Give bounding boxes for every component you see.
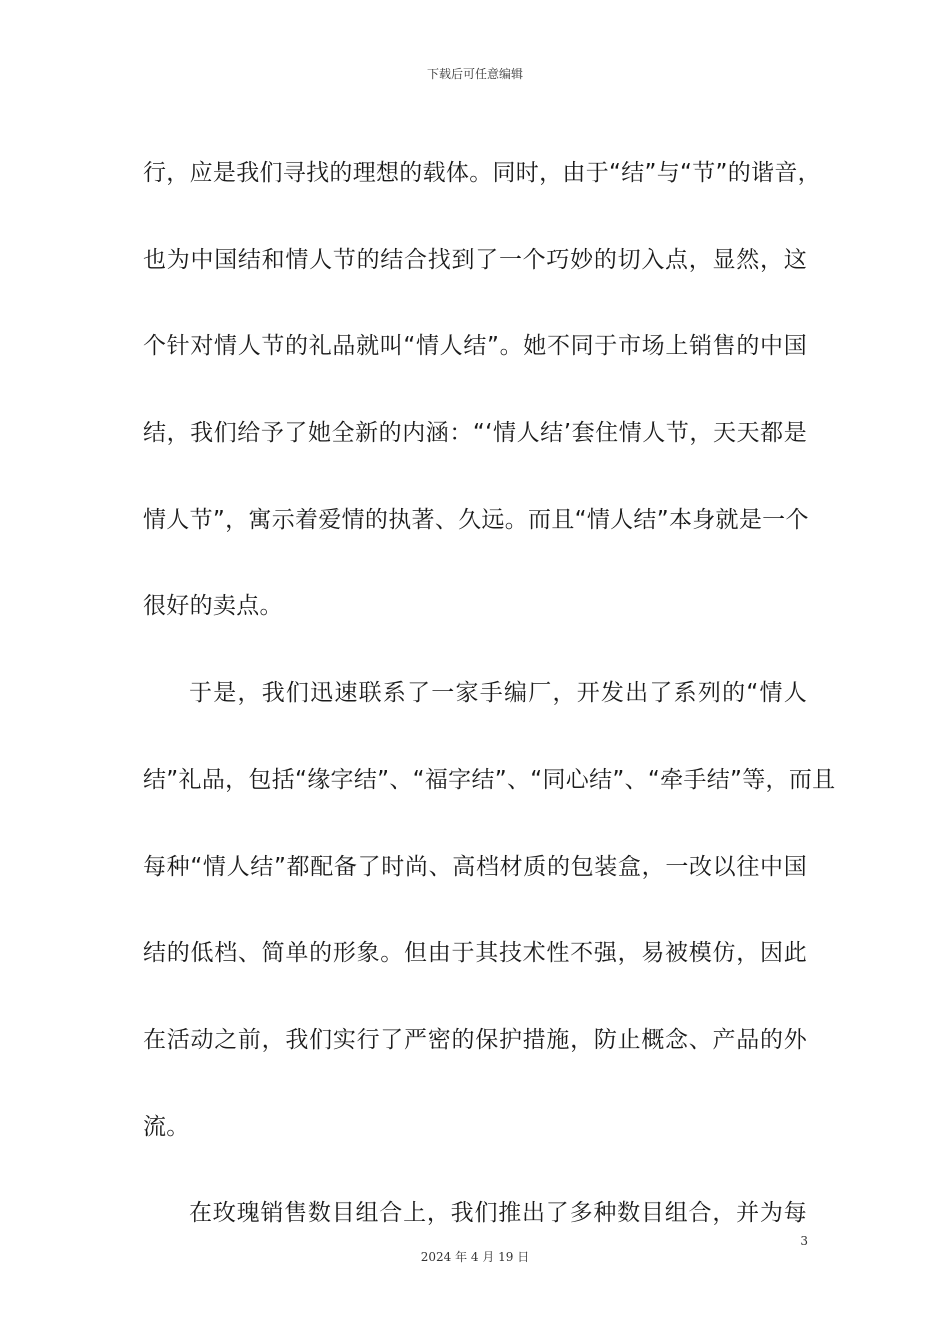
text-line: 行，应是我们寻找的理想的载体。同时，由于“结”与“节”的谐音，	[143, 160, 821, 186]
text-line: 在活动之前，我们实行了严密的保护措施，防止概念、产品的外	[143, 1026, 807, 1053]
footer-date: 2024 年 4 月 19 日	[420, 1250, 530, 1264]
text-line: 结的低档、简单的形象。但由于其技术性不强，易被模仿，因此	[143, 940, 807, 967]
paragraph-start-line: 于是，我们迅速联系了一家手编厂，开发出了系列的“情人	[189, 680, 807, 707]
text-line: 每种“情人结”都配备了时尚、高档材质的包装盒，一改以往中国	[143, 853, 807, 880]
text-line: 也为中国结和情人节的结合找到了一个巧妙的切入点，显然，这	[143, 246, 807, 273]
text-line: 结”礼品，包括“缘字结”、“福字结”、“同心结”、“牵手结”等，而且	[143, 766, 836, 793]
document-body	[143, 130, 836, 1257]
text-line: 情人节”，寓示着爱情的执著、久远。而且“情人结”本身就是一个	[143, 506, 809, 533]
text-line: 流。	[143, 1113, 190, 1140]
text-line: 个针对情人节的礼品就叫“情人结”。她不同于市场上销售的中国	[143, 333, 807, 360]
text-line: 很好的卖点。	[143, 593, 283, 620]
paragraph-start-line: 在玫瑰销售数目组合上，我们推出了多种数目组合，并为每	[189, 1200, 807, 1227]
page-header-note: 下载后可任意编辑	[426, 67, 523, 81]
text-line: 结，我们给予了她全新的内涵：“‘情人结’套住情人节，天天都是	[143, 420, 807, 447]
page-number: 3	[800, 1234, 808, 1248]
